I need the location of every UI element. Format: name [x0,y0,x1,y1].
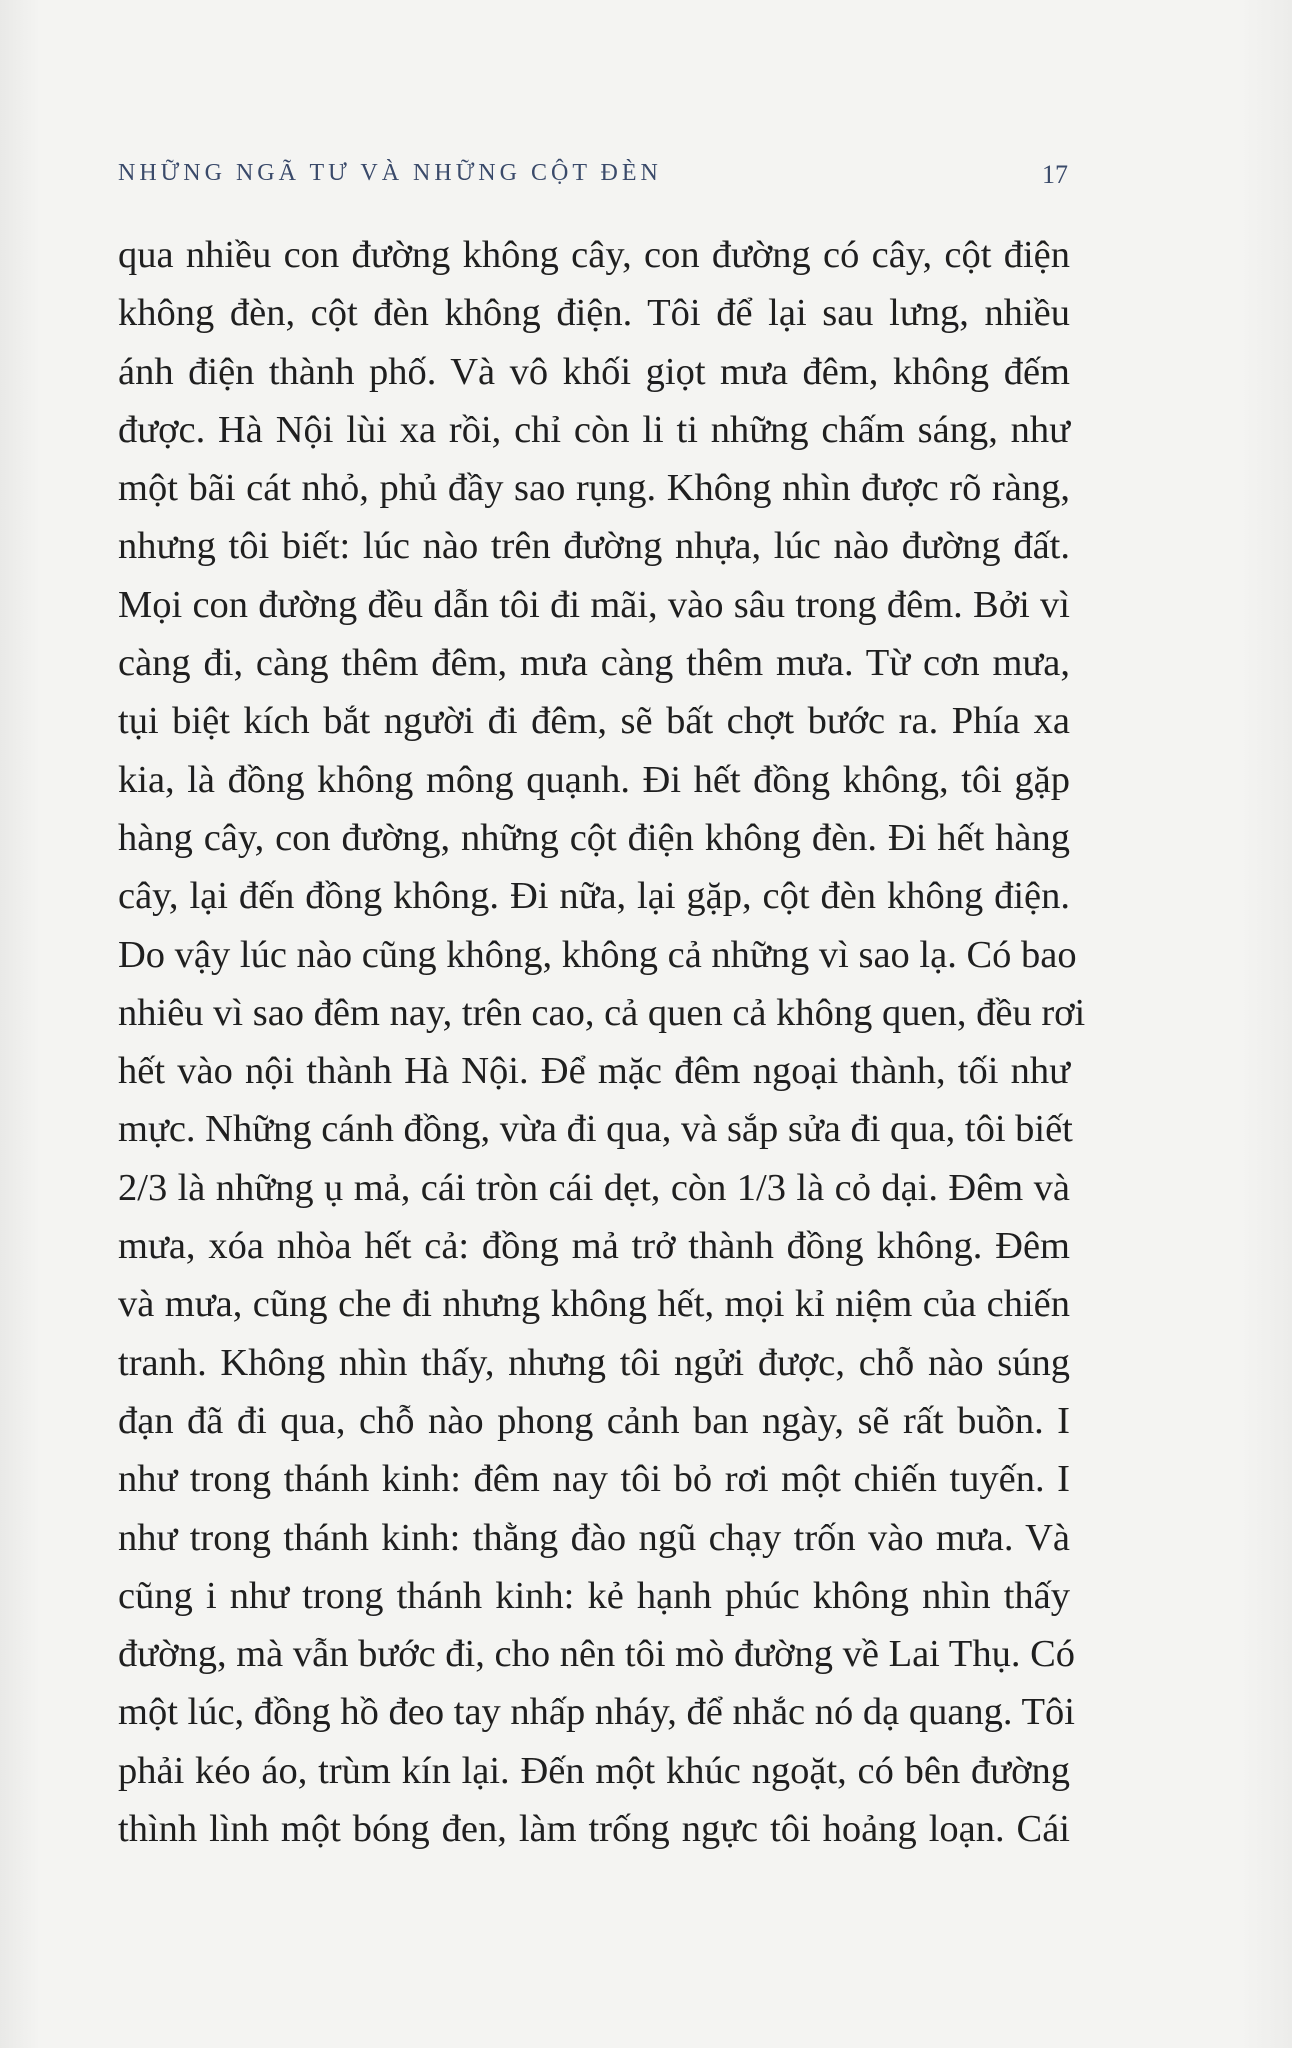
body-paragraph [118,226,1086,1858]
text-line: một lúc, đồng hồ đeo tay nhấp nháy, để nhắc nó dạ quang. Tôi [118,1691,1075,1734]
text-line: phải kéo áo, trùm kín lại. Đến một khúc ngoặt, có bên đường [118,1749,1070,1792]
text-line: tụi biệt kích bắt người đi đêm, sẽ bất chợt bước ra. Phía xa [118,700,1070,743]
text-line: như trong thánh kinh: thằng đào ngũ chạy trốn vào mưa. Và [118,1516,1070,1559]
text-line: đạn đã đi qua, chỗ nào phong cảnh ban ngày, sẽ rất buồn. I [118,1399,1070,1442]
text-line: mực. Những cánh đồng, vừa đi qua, và sắp sửa đi qua, tôi biết [118,1108,1073,1151]
text-line: Do vậy lúc nào cũng không, không cả những vì sao lạ. Có bao [118,933,1077,976]
text-line: cũng i như trong thánh kinh: kẻ hạnh phúc không nhìn thấy [118,1574,1070,1617]
page-number: 17 [1042,160,1068,189]
text-line: và mưa, cũng che đi nhưng không hết, mọi kỉ niệm của chiến [118,1283,1070,1326]
text-line: càng đi, càng thêm đêm, mưa càng thêm mưa. Từ cơn mưa, [118,642,1070,685]
text-line: Mọi con đường đều dẫn tôi đi mãi, vào sâu trong đêm. Bởi vì [118,583,1070,626]
text-line: không đèn, cột đèn không điện. Tôi để lại sau lưng, nhiều [118,292,1070,335]
text-line: 2/3 là những ụ mả, cái tròn cái dẹt, còn 1/3 là cỏ dại. Đêm và [118,1166,1070,1209]
text-line: ánh điện thành phố. Và vô khối giọt mưa đêm, không đếm [118,350,1070,393]
text-line: được. Hà Nội lùi xa rồi, chỉ còn li ti những chấm sáng, như [118,408,1070,451]
text-line: đường, mà vẫn bước đi, cho nên tôi mò đường về Lai Thụ. Có [118,1633,1075,1676]
text-line: một bãi cát nhỏ, phủ đầy sao rụng. Không nhìn được rõ ràng, [118,467,1070,510]
text-line: qua nhiều con đường không cây, con đường có cây, cột điện [118,234,1070,276]
text-line: thình lình một bóng đen, làm trống ngực tôi hoảng loạn. Cái [118,1808,1070,1851]
text-line: cây, lại đến đồng không. Đi nữa, lại gặp, cột đèn không điện. [118,875,1070,918]
text-line: như trong thánh kinh: đêm nay tôi bỏ rơi một chiến tuyến. I [118,1458,1070,1501]
chapter-running-title: NHỮNG NGÃ TƯ VÀ NHỮNG CỘT ĐÈN [118,160,662,186]
text-line: tranh. Không nhìn thấy, nhưng tôi ngửi được, chỗ nào súng [118,1341,1070,1384]
text-line: nhiêu vì sao đêm nay, trên cao, cả quen cả không quen, đều rơi [118,991,1086,1034]
text-line: nhưng tôi biết: lúc nào trên đường nhựa, lúc nào đường đất. [118,525,1070,568]
text-line: hàng cây, con đường, những cột điện không đèn. Đi hết hàng [118,816,1070,859]
text-line: mưa, xóa nhòa hết cả: đồng mả trở thành đồng không. Đêm [118,1225,1070,1268]
running-header [118,160,1068,200]
text-line: hết vào nội thành Hà Nội. Để mặc đêm ngoại thành, tối như [118,1050,1070,1093]
text-line: kia, là đồng không mông quạnh. Đi hết đồng không, tôi gặp [118,758,1070,801]
